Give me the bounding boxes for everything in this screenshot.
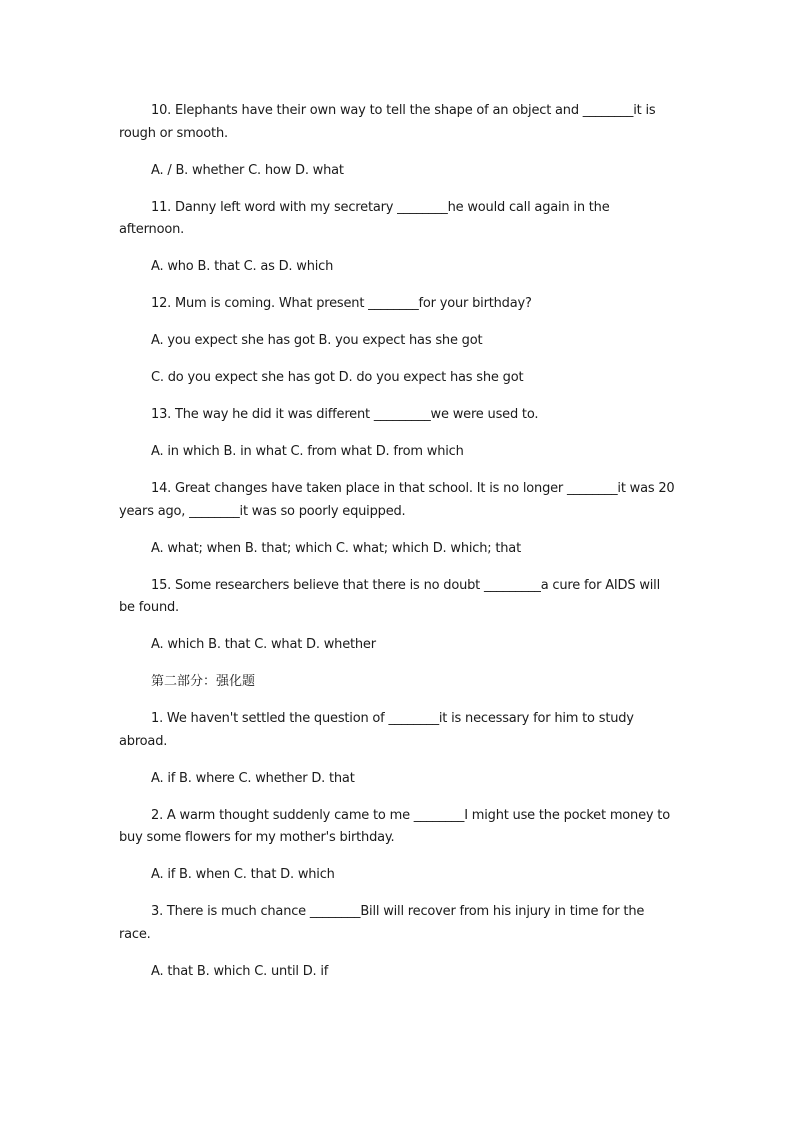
question-3: 3. There is much chance ________Bill will recover from his injury in time for the race. xyxy=(119,904,645,942)
question-11-options: A. who B. that C. as D. which xyxy=(151,259,334,274)
question-12-options-ab: A. you expect she has got B. you expect has she got xyxy=(151,333,483,348)
question-11: 11. Danny left word with my secretary ________he would call again in the afternoon. xyxy=(119,199,610,237)
question-1-options: A. if B. where C. whether D. that xyxy=(151,770,355,786)
question-13: 13. The way he did it was different _________we were used to. xyxy=(151,407,539,422)
question-10: 10. Elephants have their own way to tell the shape of an object and ________it is rough or smooth. xyxy=(119,103,656,141)
question-1: 1. We haven't settled the question of ________it is necessary for him to study abroad. xyxy=(119,711,634,749)
question-2: 2. A warm thought suddenly came to me ________I might use the pocket money to buy some flowers for my mother's birthday. xyxy=(119,807,670,845)
question-13-options: A. in which B. in what C. from what D. from which xyxy=(151,444,464,459)
question-12: 12. Mum is coming. What present ________for your birthday? xyxy=(151,296,532,311)
question-12-options-cd: C. do you expect she has got D. do you expect has she got xyxy=(151,370,524,385)
question-2-options: A. if B. when C. that D. which xyxy=(151,867,335,882)
question-14: 14. Great changes have taken place in that school. It is no longer ________it was 20 years ago, ________it was so poorly equipped. xyxy=(119,481,675,519)
question-15-options: A. which B. that C. what D. whether xyxy=(151,637,376,652)
question-10-options: A. / B. whether C. how D. what xyxy=(151,162,344,178)
document-body xyxy=(119,100,675,998)
question-14-options: A. what; when B. that; which C. what; which D. which; that xyxy=(151,540,521,556)
question-15: 15. Some researchers believe that there is no doubt _________a cure for AIDS will be found. xyxy=(119,577,660,615)
section-heading: 第二部分：强化题 xyxy=(151,674,256,689)
question-3-options: A. that B. which C. until D. if xyxy=(151,963,329,979)
